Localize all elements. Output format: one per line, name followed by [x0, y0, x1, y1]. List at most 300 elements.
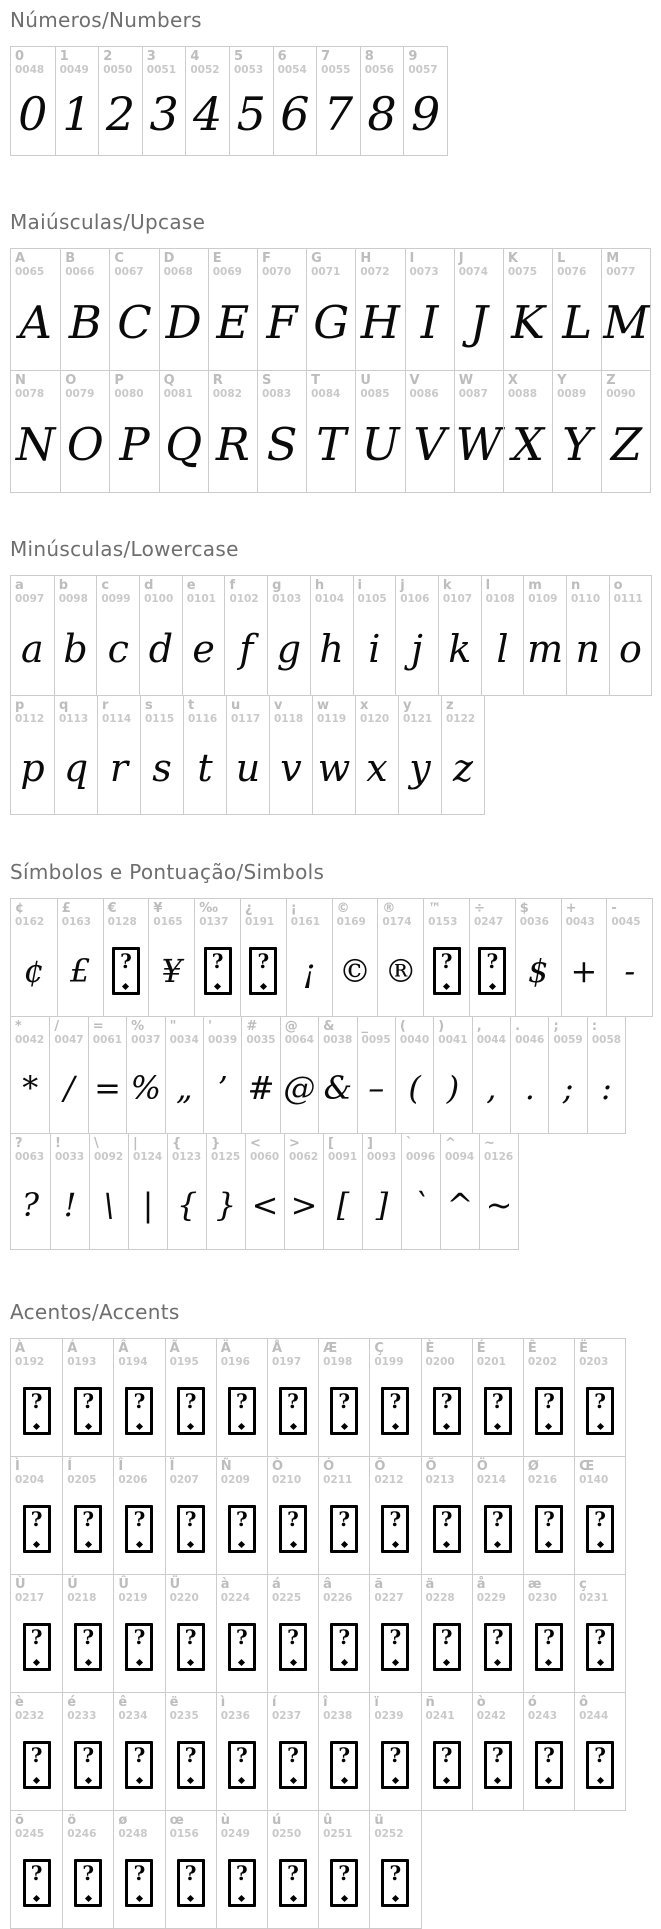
character-label: ;: [553, 1019, 559, 1034]
missing-glyph-icon: [484, 1741, 512, 1789]
missing-glyph-question-mark: ?: [287, 1624, 299, 1649]
character-label: j: [400, 578, 405, 593]
character-label: 0: [15, 49, 25, 64]
missing-glyph-question-mark: ?: [133, 1742, 146, 1767]
glyph-cell: [97, 696, 140, 814]
character-code: 0197: [271, 1356, 302, 1368]
missing-glyph-icon: [177, 1741, 205, 1789]
glyph-cell-label: [129, 1134, 167, 1166]
glyph-preview: E: [216, 296, 250, 349]
glyph-preview: [370, 1607, 420, 1692]
missing-glyph-icon: [279, 1859, 307, 1907]
glyph-cell: [267, 1339, 318, 1456]
glyph-preview: [319, 1607, 369, 1692]
glyph-cell: [267, 1575, 318, 1692]
character-label: a: [15, 578, 24, 593]
glyph-preview: G: [313, 296, 350, 349]
character-label: â: [323, 1577, 332, 1592]
glyph-preview: [268, 1489, 318, 1574]
character-label: 2: [103, 49, 113, 64]
missing-glyph-icon: [228, 1387, 256, 1435]
character-code: 0044: [476, 1034, 506, 1046]
glyph-preview: [319, 1371, 369, 1456]
glyph-cell-label: [307, 371, 355, 403]
missing-glyph-question-mark: ?: [491, 1624, 504, 1649]
glyph-preview: 9: [411, 87, 441, 141]
missing-glyph-question-mark: ?: [287, 1742, 299, 1767]
character-code: 0102: [229, 593, 259, 605]
character-code: 0073: [409, 266, 439, 278]
character-label: ,: [476, 1019, 482, 1034]
character-label: û: [323, 1813, 333, 1828]
character-label: Û: [118, 1577, 129, 1592]
glyph-preview: [575, 1371, 625, 1456]
glyph-preview: [268, 1371, 318, 1456]
missing-glyph-dot: [289, 1776, 296, 1783]
character-code: 0210: [271, 1474, 302, 1486]
glyph-cell-label: [99, 47, 142, 79]
missing-glyph-dot: [238, 1894, 245, 1901]
glyph-cell-label: [11, 249, 60, 281]
glyph-cell: [62, 1575, 113, 1692]
glyph-cell-label: [166, 1339, 216, 1371]
glyph-preview: r: [109, 746, 129, 790]
glyph-preview: (: [408, 1069, 421, 1107]
glyph-cell-label: [110, 371, 158, 403]
glyph-cell: [226, 696, 269, 814]
character-code: 0205: [67, 1474, 97, 1486]
character-label: d: [144, 578, 154, 593]
character-label: 4: [190, 49, 200, 64]
glyph-preview: `: [413, 1185, 429, 1224]
glyph-preview: [424, 931, 469, 1016]
glyph-preview: [166, 1725, 216, 1810]
missing-glyph-question-mark: ?: [30, 1624, 43, 1649]
character-label: .: [515, 1019, 521, 1034]
glyph-preview: o: [619, 626, 642, 671]
glyph-cell-label: [424, 899, 469, 931]
glyph-cell-label: [588, 1017, 625, 1049]
character-code: 0225: [271, 1592, 302, 1604]
missing-glyph-icon: [381, 1505, 409, 1553]
character-code: 0038: [323, 1034, 353, 1046]
missing-glyph-question-mark: ?: [30, 1506, 43, 1531]
character-code: 0085: [360, 388, 390, 400]
glyph-preview: %: [130, 1069, 162, 1107]
missing-glyph-dot: [597, 1540, 604, 1547]
character-code: 0156: [169, 1828, 199, 1840]
character-code: 0251: [323, 1828, 353, 1840]
glyph-cell: [355, 696, 398, 814]
glyph-cell-label: [399, 696, 441, 728]
glyph-preview: [422, 1371, 472, 1456]
glyph-preview: [422, 1725, 472, 1810]
missing-glyph-question-mark: ?: [82, 1742, 95, 1767]
character-label: f: [229, 578, 236, 593]
glyph-cell-label: [610, 576, 652, 608]
glyph-cell-label: [524, 576, 566, 608]
glyph-preview: [166, 1489, 216, 1574]
glyph-cell: [515, 899, 561, 1016]
character-label: $: [519, 901, 529, 916]
glyph-cell-label: [11, 1339, 62, 1371]
glyph-cell: [362, 1134, 401, 1249]
missing-glyph-question-mark: ?: [287, 1860, 299, 1885]
character-code: 0116: [188, 713, 218, 725]
missing-glyph-dot: [341, 1658, 348, 1665]
character-label: Ù: [15, 1577, 26, 1592]
character-label: Ñ: [220, 1459, 232, 1474]
glyph-cell: [159, 371, 208, 492]
character-label: Æ: [323, 1341, 338, 1356]
glyph-preview: [63, 1371, 113, 1456]
character-code: 0061: [92, 1034, 123, 1046]
glyph-cell-label: [370, 1339, 420, 1371]
character-code: 0062: [289, 1151, 319, 1163]
glyph-cell: [472, 1693, 523, 1810]
character-code: 0084: [311, 388, 341, 400]
glyph-section: [10, 1300, 661, 1929]
glyph-cell-label: [186, 47, 229, 79]
missing-glyph-question-mark: ?: [235, 1624, 248, 1649]
missing-glyph-icon: [177, 1505, 205, 1553]
character-code: 0047: [54, 1034, 84, 1046]
character-code: 0074: [458, 266, 488, 278]
character-code: 0248: [118, 1828, 148, 1840]
glyph-preview: k: [448, 626, 472, 671]
missing-glyph-question-mark: ?: [594, 1388, 607, 1413]
character-label: P: [114, 373, 124, 388]
character-label: Ì: [15, 1459, 20, 1474]
glyph-preview: q: [63, 746, 89, 790]
character-label: Ü: [169, 1577, 181, 1592]
character-code: 0070: [261, 266, 292, 278]
missing-glyph-dot: [238, 1422, 245, 1429]
glyph-preview: R: [215, 418, 250, 471]
glyph-cell: [503, 249, 552, 370]
character-label: ^: [445, 1136, 456, 1151]
glyph-cell: [224, 576, 267, 695]
glyph-cell-label: [370, 1457, 420, 1489]
glyph-cell-label: [285, 1134, 323, 1166]
character-label: 7: [321, 49, 331, 64]
character-code: 0105: [357, 593, 387, 605]
missing-glyph-dot: [289, 1894, 296, 1901]
missing-glyph-dot: [260, 982, 267, 989]
character-code: 0202: [527, 1356, 558, 1368]
character-code: 0199: [374, 1356, 404, 1368]
glyph-cell-label: [56, 47, 99, 79]
character-label: &: [323, 1019, 335, 1034]
glyph-cell: [332, 899, 378, 1016]
glyph-cell-label: [356, 371, 404, 403]
glyph-preview: x: [366, 746, 388, 790]
character-code: 0122: [446, 713, 476, 725]
character-label: Î: [118, 1459, 124, 1474]
character-code: 0112: [15, 713, 45, 725]
glyph-cell-label: [317, 47, 360, 79]
character-code: 0086: [409, 388, 439, 400]
character-label: å: [476, 1577, 486, 1592]
character-code: 0056: [364, 64, 394, 76]
character-code: 0119: [317, 713, 347, 725]
missing-glyph-icon: [228, 1859, 256, 1907]
glyph-cell-label: [268, 1693, 318, 1725]
glyph-preview: h: [319, 626, 344, 671]
glyph-cell: [503, 371, 552, 492]
glyph-cell-label: [553, 249, 601, 281]
character-code: 0099: [101, 593, 131, 605]
glyph-cell: [185, 47, 229, 155]
glyph-preview: [11, 1371, 62, 1456]
glyph-preview: [370, 1843, 420, 1928]
glyph-preview: ©: [338, 951, 371, 990]
glyph-cell: [50, 1134, 89, 1249]
character-code: 0245: [15, 1828, 45, 1840]
missing-glyph-dot: [33, 1776, 40, 1783]
character-label: L: [557, 251, 566, 266]
character-label: ë: [169, 1695, 179, 1710]
glyph-cell-label: [11, 696, 54, 728]
missing-glyph-dot: [545, 1776, 552, 1783]
glyph-preview: [166, 1607, 216, 1692]
character-code: 0045: [611, 916, 641, 928]
glyph-cell: [440, 1134, 479, 1249]
glyph-preview: i: [368, 626, 381, 671]
character-label: É: [476, 1341, 486, 1356]
missing-glyph-icon: [586, 1741, 614, 1789]
glyph-cell: [548, 1017, 586, 1133]
missing-glyph-question-mark: ?: [257, 948, 270, 973]
glyph-preview: :: [601, 1069, 612, 1107]
glyph-cell-label: [168, 1134, 206, 1166]
character-label: Ø: [527, 1459, 539, 1474]
glyph-cell-label: [55, 696, 97, 728]
glyph-cell: [405, 249, 454, 370]
character-code: 0252: [374, 1828, 404, 1840]
character-label: à: [220, 1577, 230, 1592]
character-code: 0174: [382, 916, 412, 928]
glyph-cell-label: [143, 47, 186, 79]
glyph-cell: [395, 1017, 433, 1133]
glyph-cell: [241, 1017, 279, 1133]
glyph-cell-label: [404, 47, 447, 79]
character-code: 0209: [220, 1474, 250, 1486]
glyph-cell: [11, 1134, 50, 1249]
character-label: ™: [428, 901, 442, 916]
missing-glyph-question-mark: ?: [338, 1742, 351, 1767]
glyph-preview: [195, 931, 240, 1016]
glyph-cell: [267, 1457, 318, 1574]
character-code: 0040: [399, 1034, 430, 1046]
character-label: g: [272, 578, 282, 593]
character-code: 0095: [361, 1034, 391, 1046]
missing-glyph-dot: [392, 1540, 399, 1547]
character-code: 0059: [553, 1034, 583, 1046]
character-label: Z: [606, 373, 616, 388]
missing-glyph-dot: [443, 1776, 450, 1783]
glyph-cell-label: [258, 371, 306, 403]
character-code: 0065: [15, 266, 45, 278]
glyph-cell: [257, 249, 306, 370]
glyph-cell: [369, 1457, 420, 1574]
missing-glyph-dot: [187, 1776, 194, 1783]
character-code: 0211: [323, 1474, 353, 1486]
glyph-cell: [472, 1575, 523, 1692]
glyph-cell: [267, 1811, 318, 1928]
missing-glyph-icon: [177, 1387, 205, 1435]
missing-glyph-dot: [443, 1540, 450, 1547]
missing-glyph-icon: [330, 1741, 358, 1789]
missing-glyph-dot: [33, 1894, 40, 1901]
character-label: ?: [15, 1136, 23, 1151]
glyph-preview: [217, 1725, 267, 1810]
missing-glyph-question-mark: ?: [184, 1624, 197, 1649]
glyph-table-row: [10, 1810, 422, 1929]
character-code: 0077: [606, 266, 636, 278]
character-code: 0052: [190, 64, 220, 76]
missing-glyph-icon: [433, 1387, 461, 1435]
character-code: 0120: [360, 713, 390, 725]
glyph-cell: [523, 1339, 574, 1456]
character-code: 0237: [271, 1710, 302, 1722]
character-code: 0216: [527, 1474, 558, 1486]
glyph-cell: [421, 1457, 472, 1574]
missing-glyph-icon: [23, 1741, 51, 1789]
character-code: 0092: [94, 1151, 124, 1163]
glyph-cell: [165, 1017, 203, 1133]
character-label: Ë: [579, 1341, 588, 1356]
glyph-preview: [524, 1725, 574, 1810]
glyph-cell-label: [422, 1457, 472, 1489]
glyph-cell-label: [114, 1457, 164, 1489]
missing-glyph-icon: [249, 947, 277, 995]
missing-glyph-question-mark: ?: [594, 1506, 607, 1531]
glyph-cell: [441, 696, 484, 814]
character-label: |: [133, 1136, 138, 1151]
glyph-cell: [401, 1134, 440, 1249]
glyph-preview: O: [66, 418, 104, 471]
character-label: ]: [367, 1136, 373, 1151]
missing-glyph-question-mark: ?: [440, 1388, 453, 1413]
glyph-cell: [601, 371, 650, 492]
glyph-preview: F: [266, 296, 298, 349]
glyph-preview: I: [420, 296, 439, 349]
glyph-cell-label: [567, 576, 609, 608]
missing-glyph-icon: [535, 1623, 563, 1671]
missing-glyph-question-mark: ?: [440, 1742, 453, 1767]
glyph-cell-label: [166, 1693, 216, 1725]
missing-glyph-dot: [597, 1422, 604, 1429]
character-code: 0232: [15, 1710, 45, 1722]
glyph-cell: [574, 1693, 625, 1810]
glyph-cell: [194, 899, 240, 1016]
glyph-preview: ¥: [161, 951, 182, 990]
glyph-preview: e: [192, 626, 215, 671]
missing-glyph-icon: [279, 1387, 307, 1435]
glyph-cell-label: [209, 371, 257, 403]
missing-glyph-dot: [33, 1422, 40, 1429]
character-label: é: [67, 1695, 77, 1710]
glyph-cell: [60, 371, 109, 492]
glyph-preview: [166, 1371, 216, 1456]
glyph-cell-label: [195, 899, 240, 931]
glyph-cell: [601, 249, 650, 370]
glyph-cell-label: [480, 1134, 518, 1166]
glyph-preview: -: [624, 951, 636, 990]
glyph-cell: [587, 1017, 625, 1133]
character-label: \: [94, 1136, 99, 1151]
character-code: 0123: [172, 1151, 202, 1163]
glyph-cell-label: [473, 1693, 523, 1725]
missing-glyph-icon: [74, 1741, 102, 1789]
glyph-cell-label: [207, 1134, 245, 1166]
character-code: 0055: [321, 64, 351, 76]
glyph-preview: y: [409, 746, 431, 790]
glyph-cell-label: [184, 696, 226, 728]
character-code: 0072: [360, 266, 390, 278]
glyph-cell: [55, 47, 99, 155]
character-label: ‰: [199, 901, 218, 916]
missing-glyph-dot: [85, 1894, 92, 1901]
character-code: 0083: [261, 388, 292, 400]
character-label: b: [58, 578, 68, 593]
character-code: 0153: [428, 916, 458, 928]
character-code: 0035: [246, 1034, 276, 1046]
glyph-preview: [524, 1607, 574, 1692]
glyph-cell: [369, 1339, 420, 1456]
glyph-cell: [574, 1457, 625, 1574]
character-code: 0033: [55, 1151, 85, 1163]
missing-glyph-icon: [23, 1505, 51, 1553]
glyph-preview: v: [280, 746, 302, 790]
missing-glyph-question-mark: ?: [82, 1860, 95, 1885]
character-label: Ã: [169, 1341, 180, 1356]
missing-glyph-question-mark: ?: [120, 948, 132, 973]
glyph-preview: 0: [18, 87, 48, 141]
character-label: (: [399, 1019, 406, 1034]
character-label: Â: [118, 1341, 129, 1356]
glyph-preview: [319, 1489, 369, 1574]
character-code: 0096: [406, 1151, 436, 1163]
glyph-cell-label: [11, 371, 60, 403]
glyph-cell: [523, 576, 566, 695]
glyph-cell: [306, 371, 355, 492]
glyph-cell: [318, 1339, 369, 1456]
glyph-cell: [165, 1339, 216, 1456]
glyph-cell: [216, 1693, 267, 1810]
glyph-preview: Q: [165, 418, 203, 471]
character-label: Ä: [220, 1341, 231, 1356]
character-code: 0041: [438, 1034, 468, 1046]
missing-glyph-icon: [112, 947, 140, 995]
glyph-cell-label: [319, 1575, 369, 1607]
character-code: 0198: [323, 1356, 353, 1368]
character-code: 0124: [133, 1151, 163, 1163]
missing-glyph-dot: [494, 1422, 501, 1429]
glyph-cell: [552, 249, 601, 370]
glyph-cell: [140, 696, 183, 814]
glyph-cell-label: [268, 576, 310, 608]
glyph-preview: C: [117, 296, 152, 349]
glyph-preview: ¡: [302, 951, 316, 990]
character-code: 0089: [557, 388, 587, 400]
glyph-cell: [267, 576, 310, 695]
missing-glyph-icon: [74, 1623, 102, 1671]
missing-glyph-icon: [586, 1387, 614, 1435]
character-code: 0236: [220, 1710, 250, 1722]
character-label: Í: [67, 1459, 73, 1474]
